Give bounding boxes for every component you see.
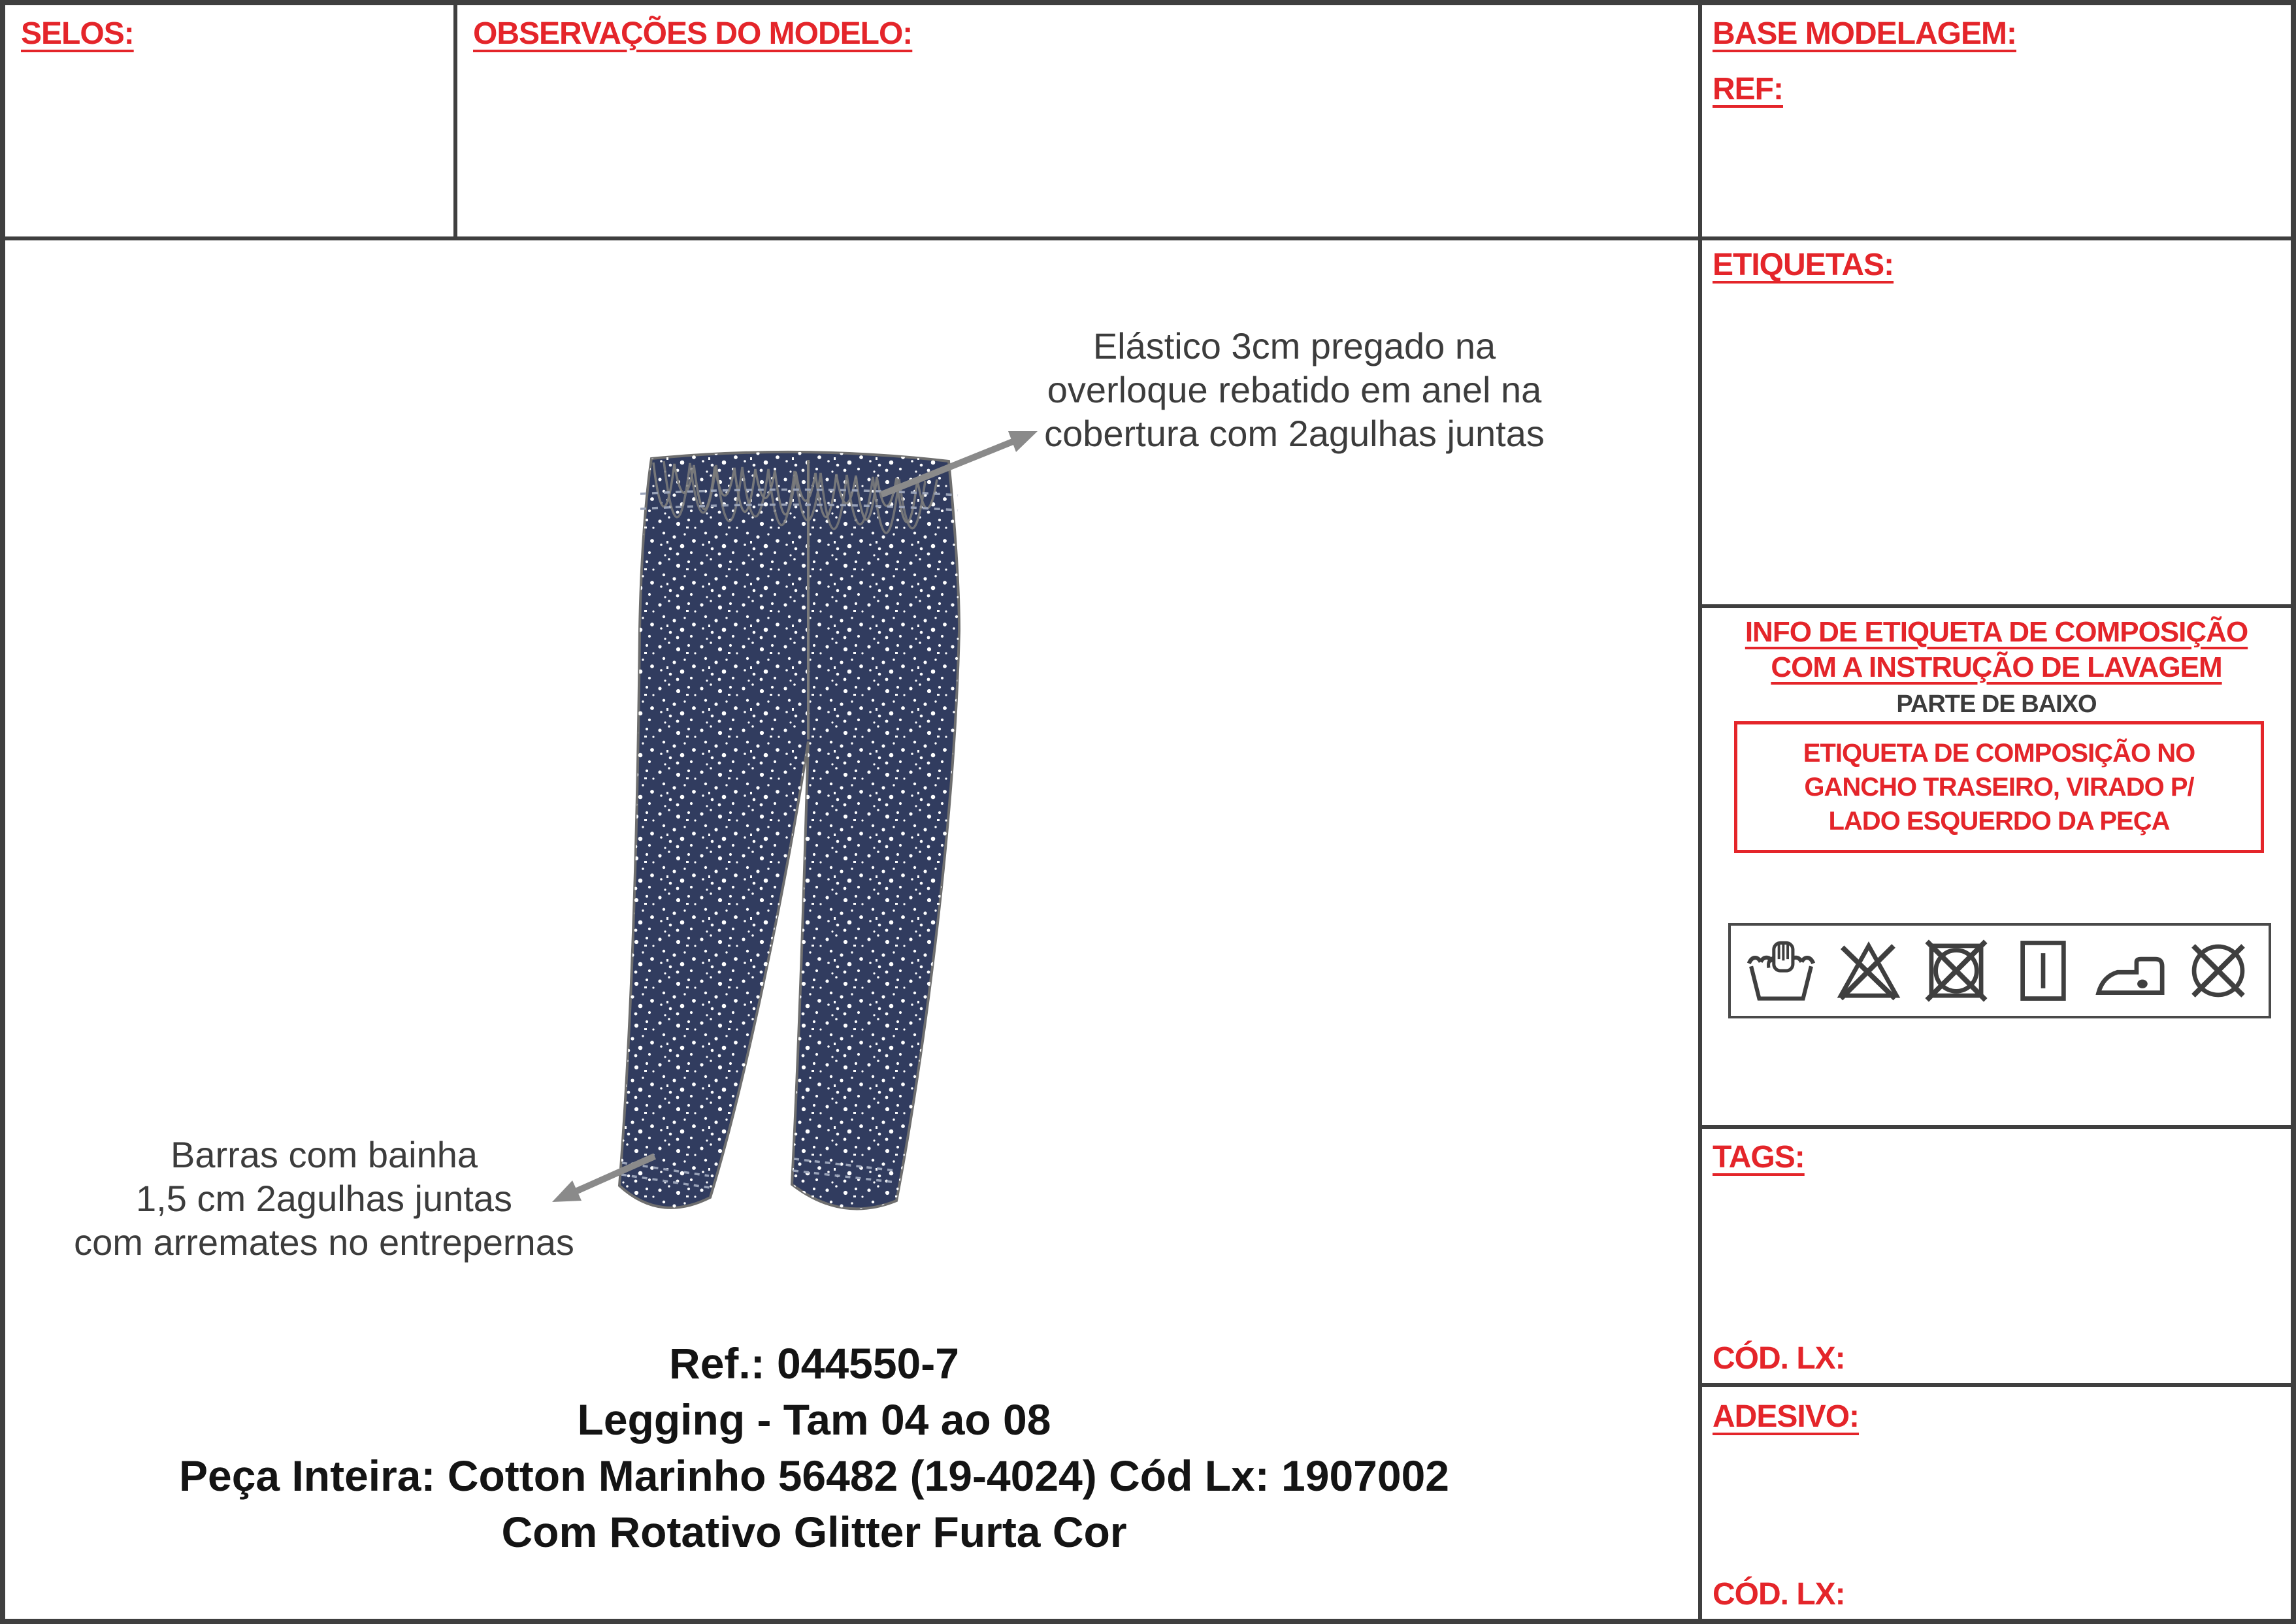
do-not-dry-clean-icon [2180, 934, 2257, 1007]
glitter-texture [619, 452, 959, 1209]
waistband-stitch-line [640, 504, 958, 510]
product-print: Com Rotativo Glitter Furta Cor [501, 1508, 1127, 1556]
product-description [30, 1335, 1598, 1560]
info-title-line: COM A INSTRUÇÃO DE LAVAGEM [1771, 651, 2222, 683]
do-not-bleach-icon [1830, 934, 1907, 1007]
tags-box [1702, 1129, 2291, 1387]
parte-de-baixo-label: PARTE DE BAIXO [1896, 690, 2097, 718]
info-composicao-title [1702, 615, 2291, 685]
hem-annotation-line: Barras com bainha [170, 1134, 478, 1175]
observacoes-label: OBSERVAÇÕES DO MODELO: [473, 16, 913, 51]
waistband-elastic-loops [653, 463, 937, 523]
waistband-annotation-line: cobertura com 2agulhas juntas [1044, 413, 1545, 454]
cod-lx-label: CÓD. LX: [1713, 1341, 1845, 1376]
composicao-note-line: LADO ESQUERDO DA PEÇA [1828, 807, 2170, 836]
adesivo-box [1702, 1387, 2291, 1619]
hand-wash-icon [1743, 934, 1820, 1007]
legging-technical-drawing [614, 431, 980, 1215]
cod-lx-label: CÓD. LX: [1713, 1577, 1845, 1612]
composicao-note-line: GANCHO TRASEIRO, VIRADO P/ [1804, 773, 2194, 802]
drip-dry-icon [2005, 934, 2082, 1007]
etiquetas-label: ETIQUETAS: [1713, 248, 1894, 282]
etiquetas-box [1702, 240, 2291, 608]
iron-low-icon [2092, 934, 2169, 1007]
waistband-annotation [968, 324, 1621, 455]
hem-stitch-line [794, 1159, 896, 1171]
adesivo-label: ADESIVO: [1713, 1399, 1860, 1434]
do-not-tumble-dry-icon [1918, 934, 1995, 1007]
hem-annotation-line: 1,5 cm 2agulhas juntas [136, 1178, 512, 1219]
hem-annotation-line: com arremates no entrepernas [74, 1222, 574, 1263]
waistband-annotation-line: Elástico 3cm pregado na [1092, 325, 1496, 366]
waistband-elastic-loops [664, 461, 925, 533]
care-symbols-box [1728, 923, 2271, 1018]
hem-annotation [30, 1133, 618, 1264]
base-modelagem-label: BASE MODELAGEM: [1713, 16, 2016, 51]
waistband-stitch-line [640, 489, 958, 495]
selos-label: SELOS: [21, 16, 134, 51]
hem-stitch-line [622, 1163, 709, 1176]
info-title-line: INFO DE ETIQUETA DE COMPOSIÇÃO [1745, 616, 2248, 648]
product-ref: Ref.: 044550-7 [669, 1339, 959, 1388]
drawing-area [5, 240, 1698, 1619]
base-modelagem-box [1702, 5, 2291, 240]
hem-stitch-line [793, 1171, 896, 1182]
info-composicao-box [1702, 608, 2291, 1129]
tags-label: TAGS: [1713, 1140, 1805, 1175]
ref-label: REF: [1713, 72, 1783, 106]
product-fabric: Peça Inteira: Cotton Marinho 56482 (19-4024) Cód Lx: 1907002 [178, 1452, 1450, 1500]
composicao-note-box [1734, 721, 2264, 853]
observacoes-box [457, 5, 1698, 240]
selos-box [5, 5, 457, 240]
waistband-annotation-line: overloque rebatido em anel na [1047, 369, 1542, 410]
hem-stitch-line [621, 1175, 710, 1188]
composicao-note-line: ETIQUETA DE COMPOSIÇÃO NO [1803, 739, 2195, 768]
product-size: Legging - Tam 04 ao 08 [577, 1395, 1051, 1444]
right-panel [1698, 5, 2291, 1619]
legging-silhouette [619, 452, 959, 1209]
